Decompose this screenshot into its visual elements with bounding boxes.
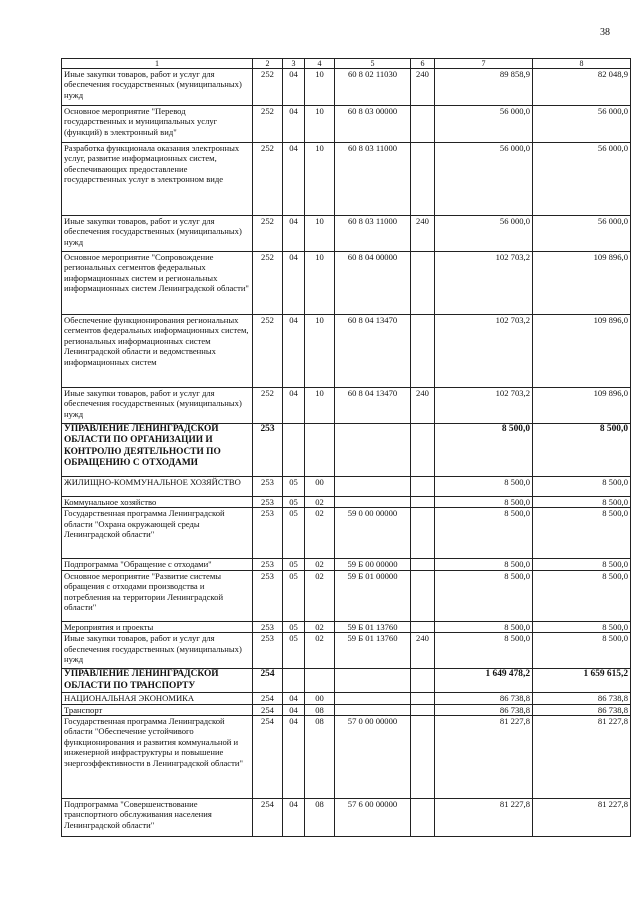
table-row: [62, 716, 631, 799]
row-sum-year1: 8 500,0: [435, 424, 533, 477]
table-row: [62, 216, 631, 252]
row-target-article: [335, 497, 411, 508]
row-ved: 253: [253, 570, 283, 621]
row-target-article: 59 0 00 00000: [335, 508, 411, 559]
row-expense-type: [411, 669, 435, 693]
row-podrazdel: 02: [305, 633, 335, 669]
row-sum-year2: 8 500,0: [533, 497, 631, 508]
table-row: [62, 477, 631, 497]
row-sum-year1: 102 703,2: [435, 315, 533, 388]
row-expense-type: [411, 716, 435, 799]
row-ved: 253: [253, 633, 283, 669]
row-target-article: 59 Б 00 00000: [335, 559, 411, 570]
row-expense-type: [411, 497, 435, 508]
row-sum-year2: 109 896,0: [533, 252, 631, 315]
row-expense-type: [411, 424, 435, 477]
row-sum-year1: 8 500,0: [435, 621, 533, 632]
row-name: Основное мероприятие "Развитие системы обращения с отходами производства и потребления на территории Ленинградской области": [62, 570, 253, 621]
row-podrazdel: 08: [305, 704, 335, 715]
row-sum-year2: 8 500,0: [533, 559, 631, 570]
row-razdel: 04: [283, 252, 305, 315]
row-sum-year2: 86 738,8: [533, 693, 631, 704]
table-header-row: [62, 59, 631, 69]
row-razdel: 04: [283, 693, 305, 704]
row-ved: 253: [253, 477, 283, 497]
column-header: 1: [62, 59, 253, 69]
row-expense-type: [411, 570, 435, 621]
column-header: 3: [283, 59, 305, 69]
table-row: [62, 633, 631, 669]
column-header: 8: [533, 59, 631, 69]
row-target-article: 60 8 03 11000: [335, 143, 411, 216]
row-razdel: [283, 424, 305, 477]
row-razdel: 04: [283, 106, 305, 143]
row-sum-year2: 81 227,8: [533, 799, 631, 837]
table-row: [62, 704, 631, 715]
row-name: Государственная программа Ленинградской области "Обеспечение устойчивого функционирования и развития коммунальной и инженерной инфраструктуры и повышение энергоэффективности в Ленинградской области": [62, 716, 253, 799]
row-sum-year2: 109 896,0: [533, 388, 631, 424]
row-expense-type: [411, 693, 435, 704]
row-target-article: 60 8 04 13470: [335, 388, 411, 424]
row-ved: 252: [253, 69, 283, 106]
row-ved: 254: [253, 799, 283, 837]
row-target-article: [335, 693, 411, 704]
row-podrazdel: 10: [305, 216, 335, 252]
row-sum-year1: 56 000,0: [435, 106, 533, 143]
row-sum-year1: 102 703,2: [435, 252, 533, 315]
row-ved: 254: [253, 704, 283, 715]
row-ved: 254: [253, 669, 283, 693]
table-row: [62, 559, 631, 570]
row-sum-year2: 56 000,0: [533, 216, 631, 252]
row-ved: 253: [253, 424, 283, 477]
column-header: 2: [253, 59, 283, 69]
row-ved: 252: [253, 216, 283, 252]
row-podrazdel: 10: [305, 252, 335, 315]
row-name: Коммунальное хозяйство: [62, 497, 253, 508]
row-expense-type: [411, 559, 435, 570]
row-podrazdel: 02: [305, 621, 335, 632]
row-name: Мероприятия и проекты: [62, 621, 253, 632]
table-row: [62, 69, 631, 106]
row-target-article: 60 8 03 11000: [335, 216, 411, 252]
row-podrazdel: 02: [305, 559, 335, 570]
row-sum-year1: 8 500,0: [435, 477, 533, 497]
column-header: 6: [411, 59, 435, 69]
row-expense-type: [411, 477, 435, 497]
budget-table: [61, 58, 631, 837]
row-razdel: [283, 669, 305, 693]
row-ved: 253: [253, 508, 283, 559]
row-name: УПРАВЛЕНИЕ ЛЕНИНГРАДСКОЙ ОБЛАСТИ ПО ТРАНСПОРТУ: [62, 669, 253, 693]
table-row: [62, 799, 631, 837]
row-target-article: 59 Б 01 13760: [335, 633, 411, 669]
table-row: [62, 424, 631, 477]
row-expense-type: [411, 799, 435, 837]
row-target-article: 60 8 04 00000: [335, 252, 411, 315]
row-sum-year1: 8 500,0: [435, 559, 533, 570]
table-row: [62, 106, 631, 143]
table-row: [62, 621, 631, 632]
row-sum-year1: 86 738,8: [435, 704, 533, 715]
row-name: Государственная программа Ленинградской области "Охрана окружающей среды Ленинградской области": [62, 508, 253, 559]
row-target-article: 59 Б 01 13760: [335, 621, 411, 632]
row-name: НАЦИОНАЛЬНАЯ ЭКОНОМИКА: [62, 693, 253, 704]
row-sum-year2: 8 500,0: [533, 621, 631, 632]
row-sum-year2: 8 500,0: [533, 424, 631, 477]
column-header: 5: [335, 59, 411, 69]
row-razdel: 04: [283, 315, 305, 388]
row-name: Обеспечение функционирования региональных сегментов федеральных информационных систем, региональных информационных систем Ленинградской области и ведомственных информационных систем: [62, 315, 253, 388]
row-razdel: 04: [283, 216, 305, 252]
table-row: [62, 315, 631, 388]
row-target-article: 59 Б 01 00000: [335, 570, 411, 621]
row-razdel: 05: [283, 633, 305, 669]
row-name: Основное мероприятие "Сопровождение региональных сегментов федеральных информационных систем и региональных информационных систем Ленинградской области": [62, 252, 253, 315]
row-target-article: [335, 477, 411, 497]
row-name: Иные закупки товаров, работ и услуг для обеспечения государственных (муниципальных) нужд: [62, 633, 253, 669]
row-ved: 253: [253, 559, 283, 570]
row-sum-year2: 56 000,0: [533, 143, 631, 216]
table-row: [62, 497, 631, 508]
row-name: Подпрограмма "Обращение с отходами": [62, 559, 253, 570]
row-podrazdel: 00: [305, 693, 335, 704]
row-podrazdel: 08: [305, 799, 335, 837]
row-expense-type: 240: [411, 633, 435, 669]
row-podrazdel: 10: [305, 388, 335, 424]
row-podrazdel: [305, 424, 335, 477]
row-expense-type: 240: [411, 69, 435, 106]
row-name: Иные закупки товаров, работ и услуг для обеспечения государственных (муниципальных) нужд: [62, 216, 253, 252]
row-sum-year1: 56 000,0: [435, 143, 533, 216]
row-expense-type: [411, 106, 435, 143]
row-name: Иные закупки товаров, работ и услуг для обеспечения государственных (муниципальных) нужд: [62, 69, 253, 106]
row-podrazdel: 08: [305, 716, 335, 799]
row-razdel: 05: [283, 477, 305, 497]
row-expense-type: 240: [411, 216, 435, 252]
row-podrazdel: 10: [305, 69, 335, 106]
row-podrazdel: 10: [305, 106, 335, 143]
row-razdel: 04: [283, 799, 305, 837]
row-sum-year1: 86 738,8: [435, 693, 533, 704]
row-sum-year1: 56 000,0: [435, 216, 533, 252]
row-expense-type: [411, 704, 435, 715]
row-sum-year2: 1 659 615,2: [533, 669, 631, 693]
row-target-article: [335, 424, 411, 477]
row-razdel: 04: [283, 69, 305, 106]
row-sum-year1: 8 500,0: [435, 508, 533, 559]
row-name: Транспорт: [62, 704, 253, 715]
row-sum-year1: 102 703,2: [435, 388, 533, 424]
row-ved: 254: [253, 716, 283, 799]
row-name: Разработка функционала оказания электронных услуг, развитие информационных систем, обеспечивающих предоставление государственных услуг в электронном виде: [62, 143, 253, 216]
row-ved: 253: [253, 621, 283, 632]
row-sum-year2: 56 000,0: [533, 106, 631, 143]
row-target-article: [335, 704, 411, 715]
row-sum-year2: 81 227,8: [533, 716, 631, 799]
row-ved: 252: [253, 388, 283, 424]
row-expense-type: [411, 143, 435, 216]
row-sum-year1: 1 649 478,2: [435, 669, 533, 693]
row-podrazdel: 00: [305, 477, 335, 497]
row-ved: 252: [253, 106, 283, 143]
table-row: [62, 508, 631, 559]
row-razdel: 04: [283, 388, 305, 424]
row-sum-year2: 8 500,0: [533, 477, 631, 497]
row-razdel: 05: [283, 508, 305, 559]
table-row: [62, 143, 631, 216]
row-ved: 254: [253, 693, 283, 704]
row-name: ЖИЛИЩНО-КОММУНАЛЬНОЕ ХОЗЯЙСТВО: [62, 477, 253, 497]
row-target-article: 57 6 00 00000: [335, 799, 411, 837]
table-row: [62, 693, 631, 704]
row-razdel: 04: [283, 704, 305, 715]
row-target-article: 57 0 00 00000: [335, 716, 411, 799]
row-podrazdel: [305, 669, 335, 693]
row-expense-type: [411, 315, 435, 388]
row-sum-year2: 109 896,0: [533, 315, 631, 388]
row-razdel: 05: [283, 559, 305, 570]
row-name: УПРАВЛЕНИЕ ЛЕНИНГРАДСКОЙ ОБЛАСТИ ПО ОРГАНИЗАЦИИ И КОНТРОЛЮ ДЕЯТЕЛЬНОСТИ ПО ОБРАЩЕНИЮ С ОТХОДАМИ: [62, 424, 253, 477]
row-sum-year1: 8 500,0: [435, 570, 533, 621]
row-sum-year2: 8 500,0: [533, 508, 631, 559]
row-name: Подпрограмма "Совершенствование транспортного обслуживания населения Ленинградской области": [62, 799, 253, 837]
row-target-article: 60 8 04 13470: [335, 315, 411, 388]
table-row: [62, 388, 631, 424]
row-sum-year2: 86 738,8: [533, 704, 631, 715]
row-expense-type: 240: [411, 388, 435, 424]
row-ved: 252: [253, 252, 283, 315]
row-sum-year1: 81 227,8: [435, 799, 533, 837]
table-row: [62, 669, 631, 693]
row-razdel: 05: [283, 621, 305, 632]
row-sum-year2: 8 500,0: [533, 633, 631, 669]
row-expense-type: [411, 508, 435, 559]
row-sum-year1: 89 858,9: [435, 69, 533, 106]
row-sum-year1: 8 500,0: [435, 497, 533, 508]
row-target-article: 60 8 02 11030: [335, 69, 411, 106]
row-razdel: 05: [283, 570, 305, 621]
row-sum-year2: 8 500,0: [533, 570, 631, 621]
row-podrazdel: 10: [305, 315, 335, 388]
row-razdel: 04: [283, 143, 305, 216]
row-target-article: [335, 669, 411, 693]
row-sum-year1: 81 227,8: [435, 716, 533, 799]
row-podrazdel: 02: [305, 497, 335, 508]
row-podrazdel: 02: [305, 570, 335, 621]
row-name: Основное мероприятие "Перевод государственных и муниципальных услуг (функций) в электронный вид": [62, 106, 253, 143]
row-ved: 252: [253, 315, 283, 388]
row-sum-year2: 82 048,9: [533, 69, 631, 106]
row-sum-year1: 8 500,0: [435, 633, 533, 669]
row-expense-type: [411, 621, 435, 632]
row-name: Иные закупки товаров, работ и услуг для обеспечения государственных (муниципальных) нужд: [62, 388, 253, 424]
row-podrazdel: 02: [305, 508, 335, 559]
row-target-article: 60 8 03 00000: [335, 106, 411, 143]
column-header: 7: [435, 59, 533, 69]
page-number: 38: [600, 27, 610, 38]
row-ved: 252: [253, 143, 283, 216]
row-podrazdel: 10: [305, 143, 335, 216]
row-razdel: 05: [283, 497, 305, 508]
row-expense-type: [411, 252, 435, 315]
column-header: 4: [305, 59, 335, 69]
table-row: [62, 252, 631, 315]
row-razdel: 04: [283, 716, 305, 799]
table-row: [62, 570, 631, 621]
row-ved: 253: [253, 497, 283, 508]
